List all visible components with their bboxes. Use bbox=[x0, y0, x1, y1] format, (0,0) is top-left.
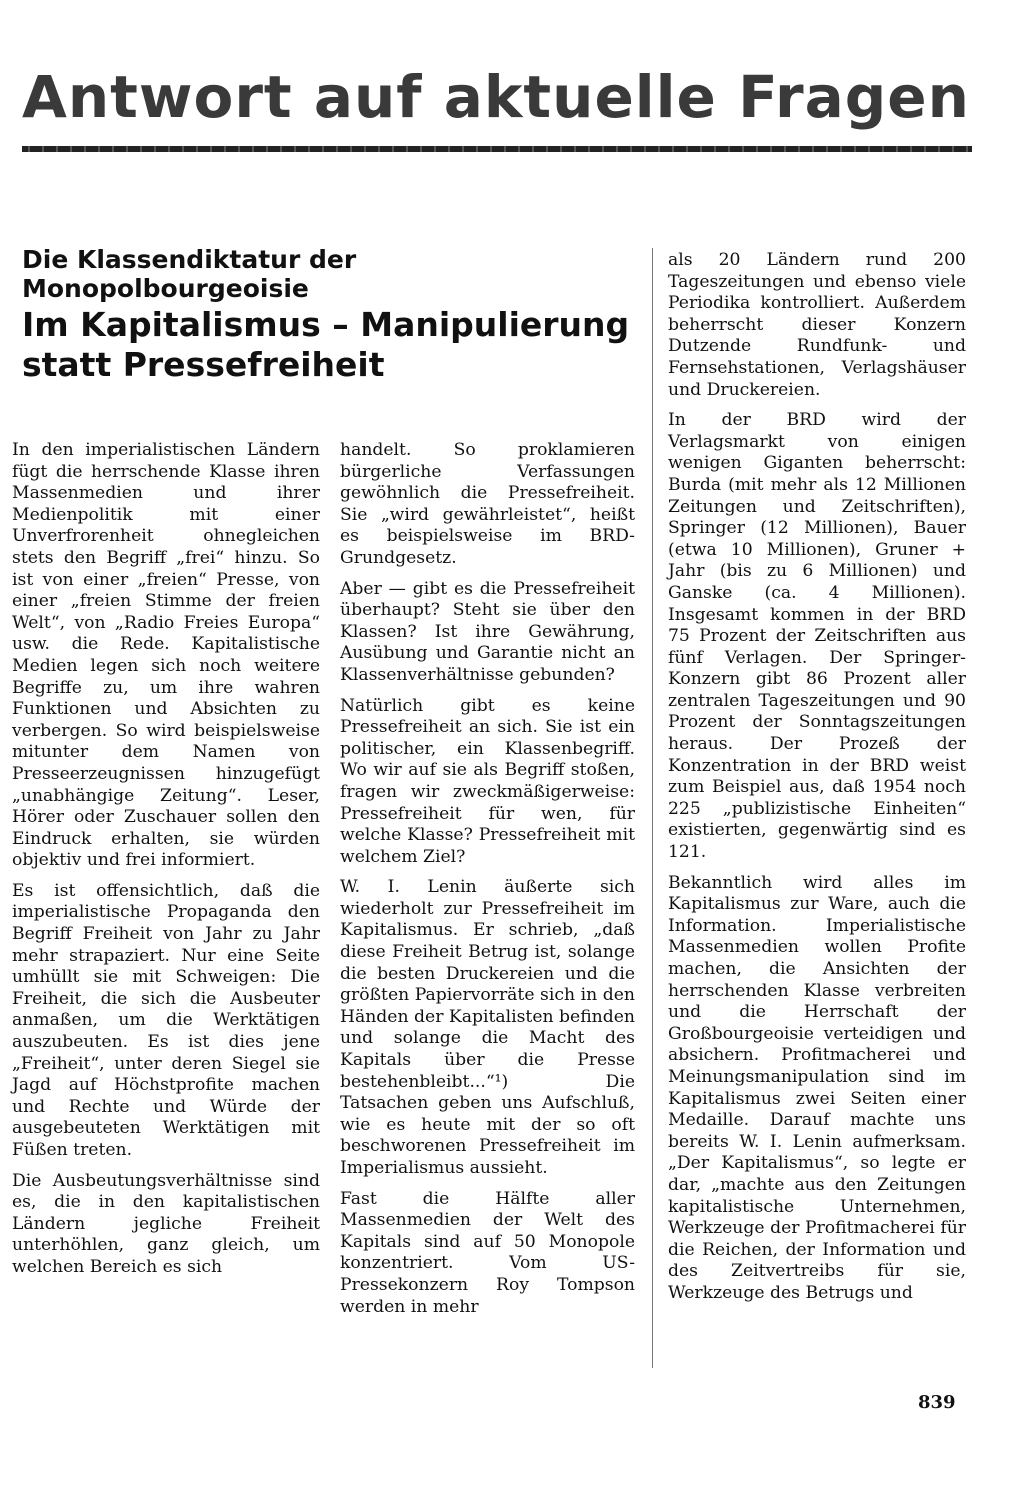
masthead-rule bbox=[22, 146, 972, 152]
text-column-3 bbox=[668, 250, 966, 1314]
paragraph: handelt. So proklamieren bürgerliche Verfassungen gewöhnlich die Pressefreiheit. Sie „wird gewährleistet“, heißt es beispielsweise im BRD-Grundgesetz. bbox=[340, 440, 635, 568]
text-column-1 bbox=[12, 440, 320, 1288]
paragraph: Aber — gibt es die Pressefreiheit überhaupt? Steht sie über den Klassen? Ist ihre Gewährung, Ausübung und Garantie nicht an Klassenverhältnisse gebunden? bbox=[340, 578, 635, 685]
paragraph: In den imperialistischen Ländern fügt die herrschende Klasse ihren Massenmedien und ihrer Medienpolitik mit einer Unverfrorenheit ohnegleichen stets den Begriff „frei“ hinzu. So ist von einer „freien“ Presse, von einer „freien Stimme der freien Welt“, von „Radio Freies Europa“ usw. die Rede. Kapitalistische Medien legen sich noch weitere Begriffe zu, um ihre wahren Funktionen und Absichten zu verbergen. So wird beispielsweise mitunter dem Namen von Presseerzeugnissen hinzugefügt „unabhängige Zeitung“. Leser, Hörer oder Zuschauer sollen den Eindruck erhalten, sie würden objektiv und frei informiert. bbox=[12, 440, 320, 871]
article-headline: Im Kapitalismus – Manipulierung statt Pressefreiheit bbox=[22, 305, 630, 385]
paragraph: W. I. Lenin äußerte sich wiederholt zur Pressefreiheit im Kapitalismus. Er schrieb, „daß diese Freiheit Betrug ist, solange die besten Druckereien und die größten Papiervorräte sich in den Händen der Kapitalisten befinden und solange die Macht des Kapitals über die Presse bestehenbleibt...“¹) Die Tatsachen geben uns Aufschluß, wie es heute mit der so oft beschworenen Pressefreiheit im Imperialismus aussieht. bbox=[340, 877, 635, 1178]
text-column-2 bbox=[340, 440, 635, 1327]
column-divider bbox=[652, 248, 653, 1368]
paragraph: In der BRD wird der Verlagsmarkt von einigen wenigen Giganten beherrscht: Burda (mit mehr als 12 Millionen Zeitungen und Zeitschriften), Springer (12 Millionen), Bauer (etwa 10 Millionen), Gruner + Jahr (bis zu 6 Millionen) und Ganske (ca. 4 Millionen). Insgesamt kommen in der BRD 75 Prozent der Zeitschriften aus fünf Verlagen. Der Springer-Konzern gibt 86 Prozent aller zentralen Tageszeitungen und 90 Prozent der Sonntagszeitungen heraus. Der Prozeß der Konzentration in der BRD weist zum Beispiel aus, daß 1954 noch 225 „publizistische Einheiten“ existierten, gegenwärtig sind es 121. bbox=[668, 410, 966, 863]
page-number: 839 bbox=[918, 1392, 956, 1413]
masthead-title: Antwort auf aktuelle Fragen bbox=[22, 63, 970, 131]
article-kicker: Die Klassendiktatur der Monopolbourgeoisie bbox=[22, 245, 357, 303]
paragraph: Natürlich gibt es keine Pressefreiheit an sich. Sie ist ein politischer, ein Klassenbegriff. Wo wir auf sie als Begriff stoßen, fragen wir zweckmäßigerweise: Pressefreiheit für wen, für welche Klasse? Pressefreiheit mit welchem Ziel? bbox=[340, 695, 635, 867]
paragraph: Es ist offensichtlich, daß die imperialistische Propaganda den Begriff Freiheit von Jahr zu Jahr mehr strapaziert. Nur eine Seite umhüllt sie mit Schweigen: Die Freiheit, die sich die Ausbeuter anmaßen, um die Werktätigen auszubeuten. Es ist dies jene „Freiheit“, unter deren Siegel sie Jagd auf Höchstprofite machen und Rechte und Würde der ausgebeuteten Werktätigen mit Füßen treten. bbox=[12, 880, 320, 1160]
paragraph: Bekanntlich wird alles im Kapitalismus zur Ware, auch die Information. Imperialistische Massenmedien wollen Profite machen, die Ansichten der herrschenden Klasse verbreiten und die Herrschaft der Großbourgeoisie verteidigen und absichern. Profitmacherei und Meinungsmanipulation sind im Kapitalismus zwei Seiten einer Medaille. Darauf machte uns bereits W. I. Lenin aufmerksam. „Der Kapitalismus“, so legte er dar, „machte aus den Zeitungen kapitalistische Unternehmen, Werkzeuge der Profitmacherei für die Reichen, der Information und des Zeitvertreibs für sie, Werkzeuge des Betrugs und bbox=[668, 872, 966, 1303]
paragraph: als 20 Ländern rund 200 Tageszeitungen und ebenso viele Periodika kontrolliert. Außerdem beherrscht dieser Konzern Dutzende Rundfunk- und Fernsehstationen, Verlagshäuser und Druckereien. bbox=[668, 250, 966, 400]
paragraph: Fast die Hälfte aller Massenmedien der Welt des Kapitals sind auf 50 Monopole konzentriert. Vom US-Pressekonzern Roy Tompson werden in mehr bbox=[340, 1188, 635, 1317]
paragraph: Die Ausbeutungsverhältnisse sind es, die in den kapitalistischen Ländern jegliche Freiheit unterhöhlen, ganz gleich, um welchen Bereich es sich bbox=[12, 1170, 320, 1277]
